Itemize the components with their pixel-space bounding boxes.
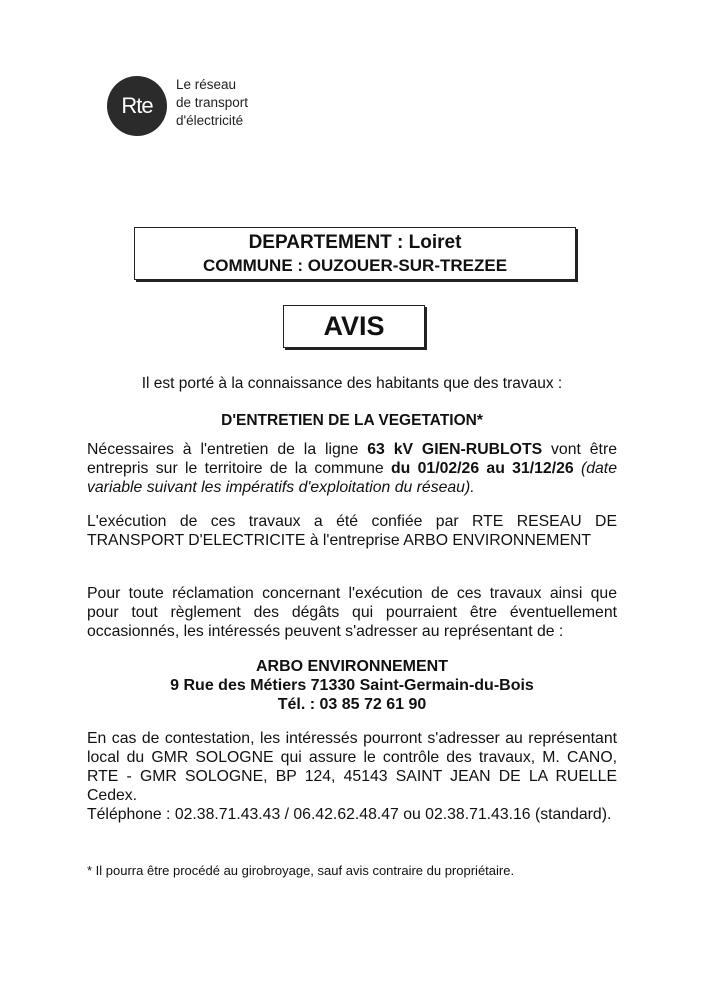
logo-line: d'électricité [176,113,244,128]
logo-mark: Rte [121,93,153,118]
paragraph-contestation: En cas de contestation, les intéressés pourront s'adresser au représentant local du GMR SOLOGNE qui assure le contrôle des travaux, M. CANO, RTE - GMR SOLOGNE, BP 124, 45143 SAINT JEAN DE LA RUELLE Cedex. [87,730,617,804]
intro-text: Il est porté à la connaissance des habitants que des travaux : [141,375,563,392]
paragraph-phone: Téléphone : 02.38.71.43.43 / 06.42.62.48.47 ou 02.38.71.43.16 (standard). [87,806,612,823]
departement: DEPARTEMENT : Loiret [248,232,462,253]
contact-phone: Tél. : 03 85 72 61 90 [277,696,427,713]
date-note: (date variable suivant les impératifs d'exploitation du réseau). [87,460,617,496]
footnote: * Il pourra être procédé au girobroyage, sauf avis contraire du propriétaire. [87,863,515,878]
work-subject: D'ENTRETIEN DE LA VEGETATION* [221,412,483,429]
title-box [283,305,425,348]
contact-name: ARBO ENVIRONNEMENT [255,658,448,675]
text: Nécessaires à l'entretien de la ligne [87,441,368,458]
contact-address: 9 Rue des Métiers 71330 Saint-Germain-du-Bois [170,677,534,694]
logo-line: de transport [176,95,249,110]
rte-logo [107,76,167,136]
line-name: 63 kV GIEN-RUBLOTS [367,441,543,458]
page-title: AVIS [323,311,385,341]
contact-block [87,657,617,714]
logo-line: Le réseau [176,77,237,92]
paragraph-claims: Pour toute réclamation concernant l'exécution de ces travaux ainsi que pour tout règlement des dégâts qui pourraient être éventuellement occasionnés, les intéressés peuvent s'adresser au représentant de : [87,585,617,640]
text: vont être entrepris sur le territoire de la commune [87,441,617,477]
dates: du 01/02/26 au 31/12/26 [391,460,574,477]
commune: COMMUNE : OUZOUER-SUR-TREZEE [202,256,508,275]
paragraph-works [87,440,617,497]
location-box [134,227,576,280]
logo-text [176,76,248,130]
paragraph-contractor: L'exécution de ces travaux a été confiée par RTE RESEAU DE TRANSPORT D'ELECTRICITE à l'entreprise ARBO ENVIRONNEMENT [87,513,617,549]
